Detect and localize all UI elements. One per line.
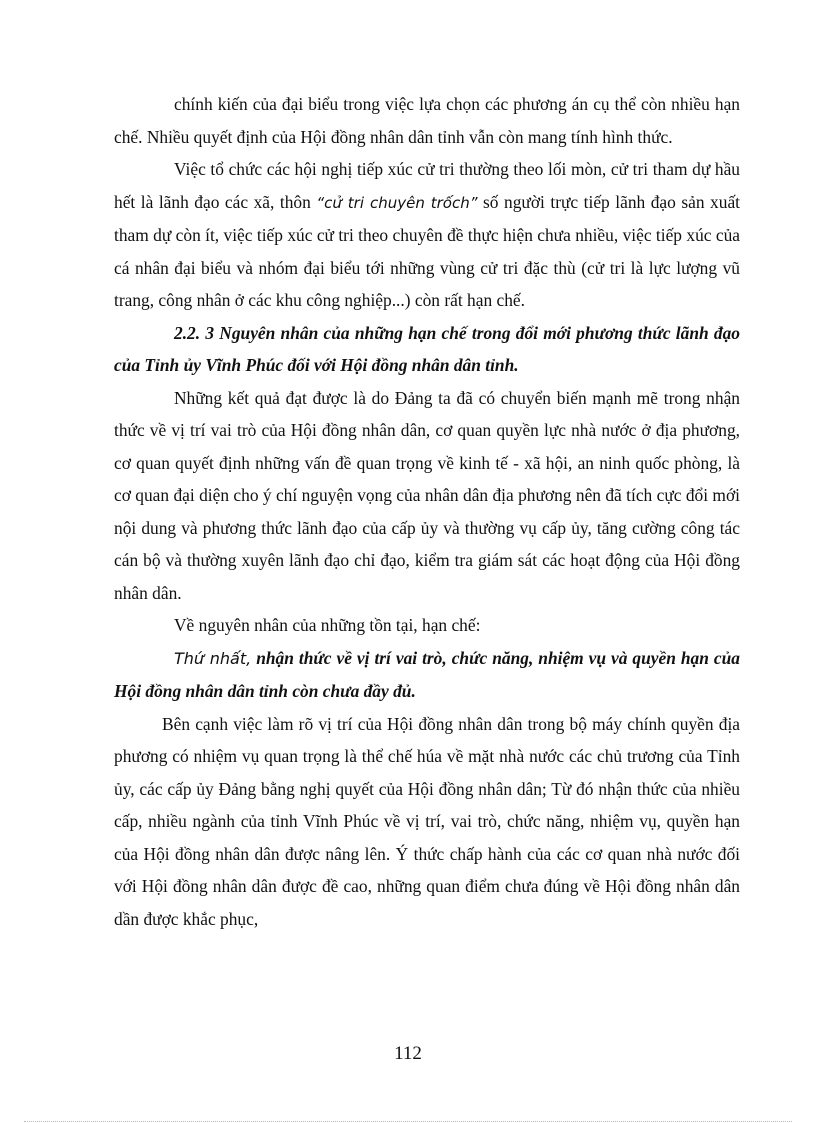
page-number: 112 xyxy=(394,1043,422,1064)
first-cause-lead: Thứ nhất, xyxy=(174,648,252,668)
paragraph-voter-meetings xyxy=(114,153,740,317)
paragraph-causes-intro: Về nguyên nhân của những tồn tại, hạn chế: xyxy=(174,615,481,635)
quoted-term: “cử tri chuyên trốch” xyxy=(316,193,478,212)
paragraph-position-clarification: Bên cạnh việc làm rõ vị trí của Hội đồng nhân dân trong bộ máy chính quyền địa phương có nhiệm vụ quan trọng là thể chế húa về mặt nhà nước các chủ trương của Tỉnh ủy, các cấp ủy Đảng bằng nghị quyết của Hội đồng nhân dân; Từ đó nhận thức của nhiều cấp, nhiều ngành của tỉnh Vĩnh Phúc về vị trí, vai trò, chức năng, nhiệm vụ, quyền hạn của Hội đồng nhân dân được nâng lên. Ý thức chấp hành của các cơ quan nhà nước đối với Hội đồng nhân dân được đề cao, những quan điểm chưa đúng về Hội đồng nhân dân dần được khắc phục, xyxy=(114,713,740,929)
paragraph-text: số người trực tiếp lãnh đạo sản xuất tham dự còn ít, việc tiếp xúc cử tri theo chuyên đề thực hiện chưa nhiều, việc tiếp xúc của cá nhân đại biểu và nhóm đại biểu tới những vùng cử tri đặc thù (cử tri là lực lượng vũ trang, công nhân ở các khu công nghiệp...) còn rất hạn chế. xyxy=(114,191,740,310)
paragraph-first-cause xyxy=(114,642,740,708)
page-body xyxy=(114,88,740,935)
first-cause-statement: nhận thức về vị trí vai trò, chức năng, nhiệm vụ và quyền hạn của Hội đồng nhân dân tỉnh còn chưa đầy đủ. xyxy=(114,647,740,701)
paragraph-continuation: chính kiến của đại biểu trong việc lựa chọn các phương án cụ thể còn nhiều hạn chế. Nhiều quyết định của Hội đồng nhân dân tỉnh vẫn còn mang tính hình thức. xyxy=(114,94,740,147)
paragraph-results: Những kết quả đạt được là do Đảng ta đã có chuyển biến mạnh mẽ trong nhận thức về vị trí vai trò của Hội đồng nhân dân, cơ quan quyền lực nhà nước ở địa phương, cơ quan quyết định những vấn đề quan trọng về kinh tế - xã hội, an ninh quốc phòng, là cơ quan đại diện cho ý chí nguyện vọng của nhân dân địa phương nên đã tích cực đổi mới nội dung và phương thức lãnh đạo của cấp ủy và thường vụ cấp ủy, tăng cường công tác cán bộ và thường xuyên lãnh đạo chỉ đạo, kiểm tra giám sát các hoạt động của Hội đồng nhân dân. xyxy=(114,387,740,603)
paragraph-text: Việc tổ chức các hội nghị tiếp xúc cử tri thường theo lối mòn, cử tri tham dự hầu hết là lãnh đạo các xã, thôn xyxy=(114,159,740,212)
section-heading: 2.2. 3 Nguyên nhân của những hạn chế trong đổi mới phương thức lãnh đạo của Tỉnh ủy Vĩnh Phúc đối với Hội đồng nhân dân tỉnh. xyxy=(114,322,740,375)
bottom-divider xyxy=(24,1121,792,1122)
